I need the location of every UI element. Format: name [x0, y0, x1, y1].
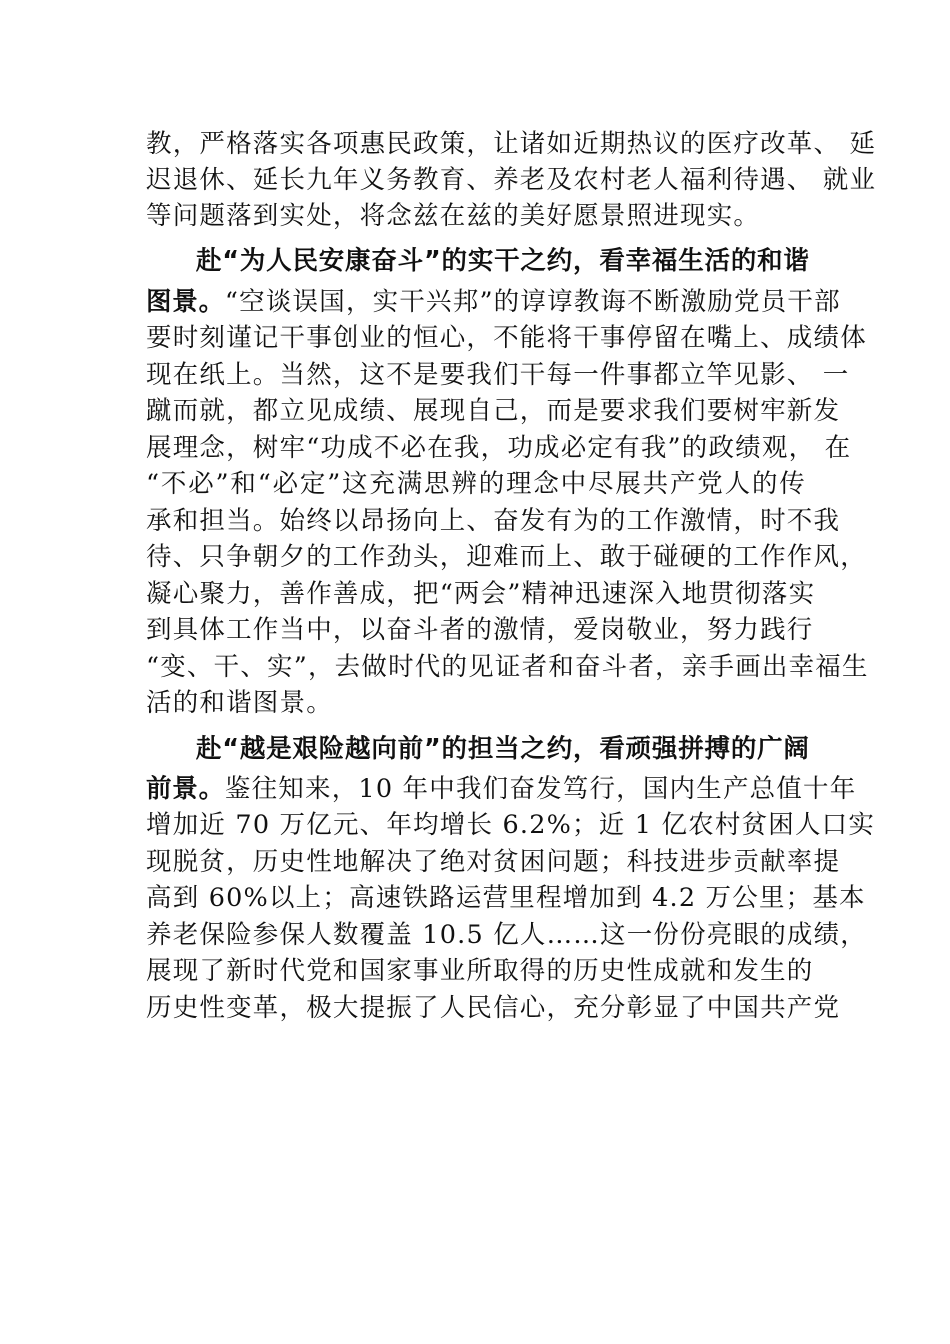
- paragraph-line: “变、干、实”，去做时代的见证者和奋斗者，亲手画出幸福生: [146, 652, 869, 682]
- paragraph-line: [146, 771, 857, 807]
- paragraph-line: 高到 60%以上；高速铁路运营里程增加到 4.2 万公里；基本: [146, 883, 866, 913]
- paragraph-line: 现在纸上。当然，这不是要我们干每一件事都立竿见影、 一: [146, 360, 850, 390]
- paragraph-line: 教，严格落实各项惠民政策，让诸如近期热议的医疗改革、 延: [146, 129, 877, 159]
- section-heading: 赴“越是艰险越向前”的担当之约，看顽强拼搏的广阔: [196, 734, 810, 764]
- paragraph-line: 养老保险参保人数覆盖 10.5 亿人……这一份份亮眼的成绩，: [146, 920, 867, 950]
- paragraph-line: 待、只争朝夕的工作劲头，迎难而上、敢于碰硬的工作作风，: [146, 542, 867, 572]
- paragraph-line: 展理念，树牢“功成不必在我，功成必定有我”的政绩观， 在: [146, 433, 852, 463]
- paragraph-line: 凝心聚力，善作善成，把“两会”精神迅速深入地贯彻落实: [146, 579, 816, 609]
- paragraph-line: 蹴而就，都立见成绩、展现自己，而是要求我们要树牢新发: [146, 396, 841, 426]
- paragraph-line: “不必”和“必定”这充满思辨的理念中尽展共产党人的传: [146, 469, 806, 499]
- paragraph-line: 到具体工作当中，以奋斗者的激情，爱岗敬业，努力践行: [146, 615, 814, 645]
- paragraph-line: 要时刻谨记干事创业的恒心，不能将干事停留在嘴上、成绩体: [146, 323, 867, 353]
- paragraph-line: 迟退休、延长九年义务教育、养老及农村老人福利待遇、 就业: [146, 165, 877, 195]
- paragraph-line: 历史性变革，极大提振了人民信心，充分彰显了中国共产党: [146, 993, 841, 1023]
- paragraph-line: 增加近 70 万亿元、年均增长 6.2%；近 1 亿农村贫困人口实: [146, 810, 876, 840]
- paragraph-line: 展现了新时代党和国家事业所取得的历史性成就和发生的: [146, 956, 814, 986]
- paragraph-line: 等问题落到实处，将念兹在兹的美好愿景照进现实。: [146, 201, 761, 231]
- paragraph-line: 现脱贫，历史性地解决了绝对贫困问题；科技进步贡献率提: [146, 847, 841, 877]
- section-heading-end: 图景。: [146, 287, 225, 317]
- paragraph-text: “空谈误国，实干兴邦”的谆谆教诲不断激励党员干部: [224, 287, 841, 317]
- section-heading: 赴“为人民安康奋斗”的实干之约，看幸福生活的和谐: [196, 246, 810, 276]
- paragraph-line: [146, 284, 841, 320]
- paragraph-line: 承和担当。始终以昂扬向上、奋发有为的工作激情，时不我: [146, 506, 841, 536]
- paragraph-line: 活的和谐图景。: [146, 688, 333, 718]
- paragraph-text: 鉴往知来，10 年中我们奋发笃行，国内生产总值十年: [224, 774, 857, 804]
- section-heading-end: 前景。: [146, 774, 225, 804]
